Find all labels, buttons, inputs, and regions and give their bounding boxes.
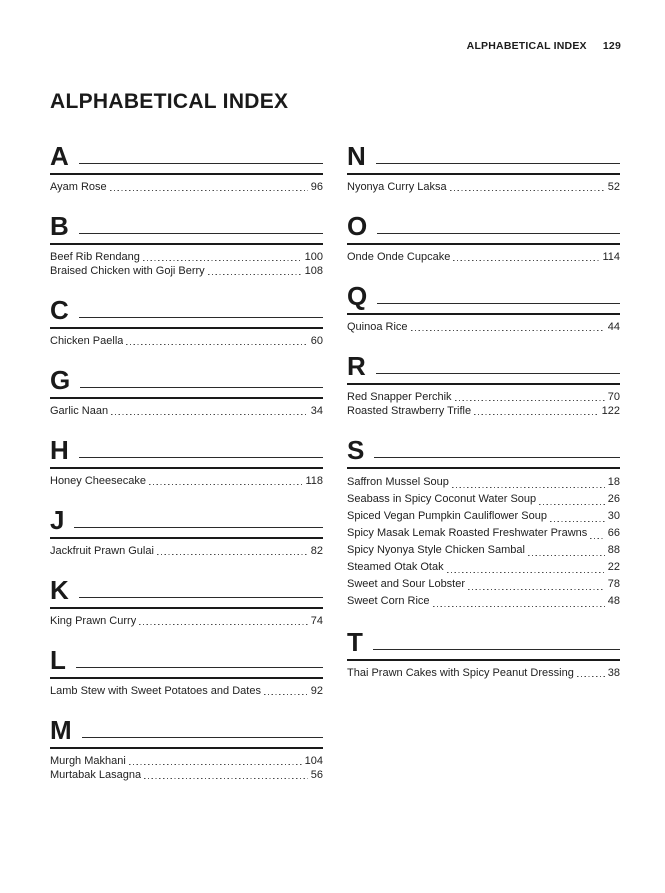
dot-leader (450, 190, 605, 191)
entry-title: Red Snapper Perchik (347, 391, 452, 403)
entry-title: Chicken Paella (50, 335, 124, 347)
section-header (347, 437, 620, 463)
entry-title: Nyonya Curry Laksa (347, 181, 447, 193)
entry-list (347, 245, 620, 264)
section-letter-rule (377, 233, 620, 234)
entry-page-number: 34 (310, 405, 323, 417)
entry-title: Murgh Makhani (50, 755, 126, 767)
index-entry (347, 180, 620, 194)
index-entry (347, 250, 620, 264)
entry-list (50, 469, 323, 488)
entry-page-number: 18 (607, 476, 620, 488)
entry-title: Saffron Mussel Soup (347, 476, 449, 488)
section-header (50, 437, 323, 463)
index-section-h (50, 437, 323, 488)
index-entry (347, 542, 620, 559)
dot-leader (577, 676, 605, 677)
entry-title: Sweet and Sour Lobster (347, 578, 466, 590)
section-header (347, 629, 620, 655)
section-header (50, 367, 323, 393)
section-letter-rule (376, 373, 620, 374)
entry-title: Steamed Otak Otak (347, 561, 444, 573)
section-header (50, 213, 323, 239)
entry-title: Ayam Rose (50, 181, 107, 193)
entry-title: Thai Prawn Cakes with Spicy Peanut Dressing (347, 667, 574, 679)
section-letter-rule (373, 649, 620, 650)
index-section-c (50, 297, 323, 348)
entry-title: Lamb Stew with Sweet Potatoes and Dates (50, 685, 261, 697)
entry-title: Onde Onde Cupcake (347, 251, 451, 263)
entry-page-number: 52 (607, 181, 620, 193)
entry-list (347, 385, 620, 418)
dot-leader (126, 344, 307, 345)
section-letter: A (50, 141, 69, 171)
section-letter: K (50, 575, 69, 605)
section-letter-rule (79, 597, 323, 598)
index-section-q (347, 283, 620, 334)
index-section-o (347, 213, 620, 264)
dot-leader (157, 554, 308, 555)
index-section-n (347, 143, 620, 194)
entry-title: Spicy Masak Lemak Roasted Freshwater Prawns (347, 527, 588, 539)
dot-leader (474, 414, 599, 415)
section-header (347, 283, 620, 309)
dot-leader (411, 330, 605, 331)
entry-title: Jackfruit Prawn Gulai (50, 545, 154, 557)
entry-page-number: 26 (607, 493, 620, 505)
entry-list (50, 679, 323, 698)
entry-title: Murtabak Lasagna (50, 769, 142, 781)
index-entry (50, 264, 323, 278)
section-letter: S (347, 435, 365, 465)
index-section-k (50, 577, 323, 628)
index-section-s (347, 437, 620, 610)
index-entry (347, 593, 620, 610)
index-column-right (347, 143, 620, 801)
entry-list (347, 315, 620, 334)
index-entry (347, 508, 620, 525)
index-entry (347, 404, 620, 418)
section-letter-rule (376, 163, 620, 164)
entry-list (50, 245, 323, 278)
section-letter: H (50, 435, 69, 465)
dot-leader (453, 260, 599, 261)
section-header (50, 577, 323, 603)
index-section-t (347, 629, 620, 680)
dot-leader (468, 589, 605, 590)
index-entry (50, 334, 323, 348)
section-letter: T (347, 627, 363, 657)
entry-page-number: 82 (310, 545, 323, 557)
dot-leader (208, 274, 302, 275)
index-section-m (50, 717, 323, 782)
section-letter-rule (374, 457, 620, 458)
index-section-g (50, 367, 323, 418)
section-letter-rule (377, 303, 620, 304)
entry-page-number: 38 (607, 667, 620, 679)
index-entry (50, 404, 323, 418)
entry-page-number: 56 (310, 769, 323, 781)
entry-page-number: 114 (602, 251, 620, 263)
index-entry (50, 754, 323, 768)
dot-leader (590, 538, 604, 539)
section-header (50, 647, 323, 673)
index-entry (347, 320, 620, 334)
entry-list (50, 749, 323, 782)
section-letter: N (347, 141, 366, 171)
entry-page-number: 118 (305, 475, 323, 487)
running-header-page-number: 129 (602, 40, 621, 52)
section-header (347, 143, 620, 169)
dot-leader (539, 504, 605, 505)
index-entry (347, 525, 620, 542)
entry-page-number: 70 (607, 391, 620, 403)
section-letter: B (50, 211, 69, 241)
index-entry (50, 684, 323, 698)
index-entry (50, 614, 323, 628)
entry-page-number: 122 (601, 405, 620, 417)
index-section-a (50, 143, 323, 194)
dot-leader (144, 778, 308, 779)
entry-list (347, 661, 620, 680)
section-header (50, 297, 323, 323)
entry-page-number: 100 (304, 251, 323, 263)
section-letter-rule (79, 457, 323, 458)
dot-leader (111, 414, 308, 415)
entry-title: King Prawn Curry (50, 615, 137, 627)
dot-leader (110, 190, 308, 191)
section-letter-rule (79, 317, 323, 318)
entry-page-number: 104 (304, 755, 323, 767)
dot-leader (149, 484, 302, 485)
entry-title: Sweet Corn Rice (347, 595, 430, 607)
entry-page-number: 30 (607, 510, 620, 522)
entry-title: Quinoa Rice (347, 321, 408, 333)
section-letter-rule (80, 387, 323, 388)
entry-list (50, 329, 323, 348)
entry-list (50, 539, 323, 558)
index-section-j (50, 507, 323, 558)
index-entry (50, 180, 323, 194)
section-header (347, 353, 620, 379)
section-header (50, 717, 323, 743)
entry-title: Roasted Strawberry Trifle (347, 405, 472, 417)
dot-leader (550, 521, 605, 522)
entry-title: Spicy Nyonya Style Chicken Sambal (347, 544, 525, 556)
section-header (347, 213, 620, 239)
entry-title: Garlic Naan (50, 405, 109, 417)
index-section-r (347, 353, 620, 418)
section-letter: L (50, 645, 66, 675)
entry-title: Braised Chicken with Goji Berry (50, 265, 205, 277)
dot-leader (139, 624, 308, 625)
page-title: ALPHABETICAL INDEX (50, 90, 289, 114)
section-header (50, 143, 323, 169)
section-letter: C (50, 295, 69, 325)
entry-list (50, 609, 323, 628)
dot-leader (129, 764, 302, 765)
index-entry (347, 576, 620, 593)
index-entry (347, 666, 620, 680)
entry-title: Spiced Vegan Pumpkin Cauliflower Soup (347, 510, 547, 522)
index-section-l (50, 647, 323, 698)
section-letter-rule (76, 667, 323, 668)
index-entry (347, 474, 620, 491)
section-letter-rule (74, 527, 323, 528)
entry-page-number: 22 (607, 561, 620, 573)
entry-page-number: 74 (310, 615, 323, 627)
dot-leader (528, 555, 605, 556)
dot-leader (433, 606, 605, 607)
section-letter: G (50, 365, 71, 395)
entry-title: Seabass in Spicy Coconut Water Soup (347, 493, 537, 505)
entry-list (347, 175, 620, 194)
dot-leader (143, 260, 302, 261)
index-entry (50, 768, 323, 782)
entry-page-number: 48 (607, 595, 620, 607)
entry-page-number: 44 (607, 321, 620, 333)
section-letter: O (347, 211, 368, 241)
dot-leader (455, 400, 605, 401)
dot-leader (264, 694, 308, 695)
entry-list (50, 175, 323, 194)
section-letter-rule (79, 233, 323, 234)
index-column-left (50, 143, 323, 801)
index-entry (50, 474, 323, 488)
running-header-title: ALPHABETICAL INDEX (466, 40, 587, 52)
entry-title: Beef Rib Rendang (50, 251, 140, 263)
dot-leader (447, 572, 605, 573)
index-entry (50, 544, 323, 558)
entry-list (347, 469, 620, 610)
index-entry (347, 491, 620, 508)
section-letter-rule (79, 163, 323, 164)
section-letter: M (50, 715, 72, 745)
index-entry (347, 390, 620, 404)
index-entry (50, 250, 323, 264)
section-header (50, 507, 323, 533)
entry-page-number: 88 (607, 544, 620, 556)
section-letter: Q (347, 281, 368, 311)
entry-list (50, 399, 323, 418)
entry-page-number: 66 (607, 527, 620, 539)
index-columns (50, 143, 620, 801)
entry-page-number: 96 (310, 181, 323, 193)
section-letter: R (347, 351, 366, 381)
entry-page-number: 108 (304, 265, 323, 277)
entry-page-number: 60 (310, 335, 323, 347)
running-header (467, 40, 621, 52)
section-letter: J (50, 505, 65, 535)
index-entry (347, 559, 620, 576)
index-section-b (50, 213, 323, 278)
dot-leader (452, 487, 605, 488)
entry-page-number: 92 (310, 685, 323, 697)
section-letter-rule (82, 737, 323, 738)
entry-title: Honey Cheesecake (50, 475, 147, 487)
entry-page-number: 78 (607, 578, 620, 590)
